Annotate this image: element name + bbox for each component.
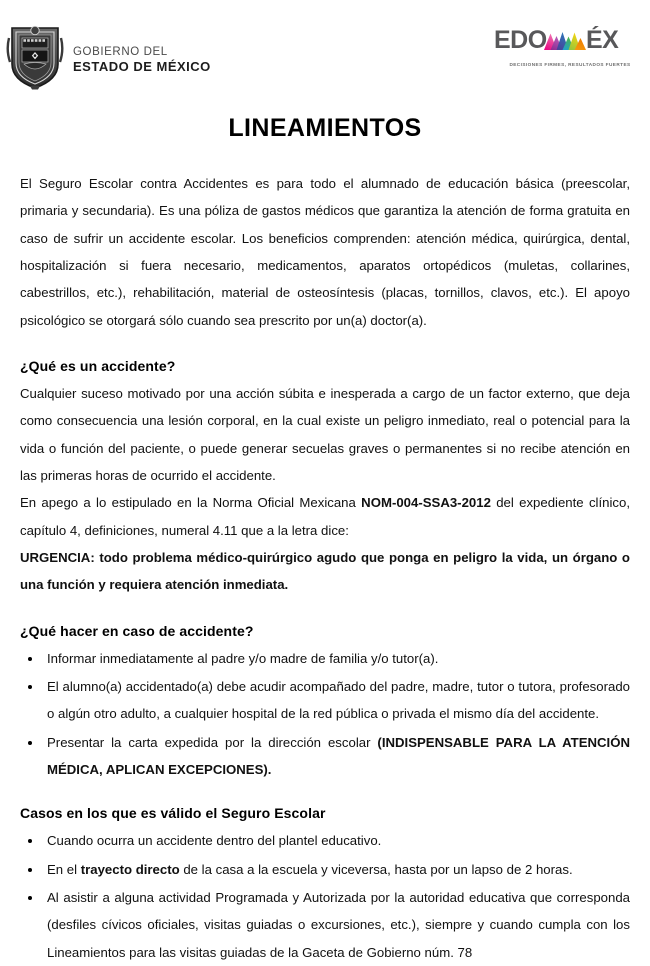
list-item-post: de la casa a la escuela y viceversa, hasta por un lapso de 2 horas.: [179, 861, 573, 877]
list-item-pre: En el: [47, 861, 81, 877]
nom-reference-paragraph: [20, 489, 630, 544]
que-hacer-list: [20, 645, 630, 784]
list-item: [20, 856, 630, 883]
intro-paragraph: El Seguro Escolar contra Accidentes es para todo el alumnado de educación básica (preescolar, primaria y secundaria). Es una póliza de gastos médicos que garantiza la atención de forma gratuita en caso de sufrir un accidente escolar. Los beneficios comprenden: atención médica, quirúrgica, dental, hospitalización si fuera necesario, medicamentos, aparatos ortopédicos (muletas, collarines, cabestrillos, etc.), rehabilitación, material de osteosíntesis (placas, tornillos, clavos, etc.). El apoyo psicológico se otorgará sólo cuando sea prescrito por un(a) doctor(a).: [20, 176, 630, 328]
gov-logo-line1: GOBIERNO DEL: [73, 45, 168, 58]
accidente-definition-paragraph: Cualquier suceso motivado por una acción súbita e inesperada a cargo de un factor externo, que deja como consecuencia una lesión corporal, en la cual existe un peligro inmediato, real o potencial para la vida o función del paciente, o puede generar secuelas graves o permanentes si no recibe atención en las primeras horas de ocurrido el accidente.: [20, 385, 630, 483]
svg-text:ÉX: ÉX: [586, 26, 619, 54]
coat-of-arms-icon: [6, 24, 64, 90]
edomex-logo: [494, 26, 646, 67]
edomex-wordmark-icon: [494, 26, 646, 56]
nom-code: NOM-004-SSA3-2012: [361, 495, 491, 511]
list-item: Cuando ocurra un accidente dentro del plantel educativo.: [20, 827, 630, 854]
list-item: Informar inmediatamente al padre y/o madre de familia y/o tutor(a).: [20, 645, 630, 672]
heading-casos-validos: Casos en los que es válido el Seguro Escolar: [20, 805, 326, 822]
gov-logo-line2: ESTADO DE MÉXICO: [73, 59, 211, 75]
document-header: [0, 0, 650, 92]
document-body: [0, 170, 650, 966]
casos-validos-list: [20, 827, 630, 966]
edomex-tagline: DECISIONES FIRMES, RESULTADOS FUERTES: [509, 62, 631, 67]
page-title: LINEAMIENTOS: [228, 114, 422, 142]
nom-ref-post: del expediente clínico, capítulo 4, definiciones, numeral 4.11 que a la letra dice:: [20, 495, 630, 538]
list-item-emphasis: (INDISPENSABLE PARA LA ATENCIÓN MÉDICA, APLICAN EXCEPCIONES).: [47, 734, 630, 777]
heading-que-hacer: ¿Qué hacer en caso de accidente?: [20, 622, 254, 639]
nom-ref-pre: En apego a lo estipulado en la Norma Oficial Mexicana: [20, 495, 362, 511]
list-item-pre: Presentar la carta expedida por la dirección escolar: [47, 734, 378, 750]
gov-logo-text: [73, 40, 211, 75]
list-item: [20, 729, 630, 784]
list-item: El alumno(a) accidentado(a) debe acudir acompañado del padre, madre, tutor o tutora, profesorado o algún otro adulto, a cualquier hospital de la red pública o privada el mismo día del accidente.: [20, 673, 630, 728]
svg-text:EDO: EDO: [494, 26, 547, 54]
list-item: Al asistir a alguna actividad Programada y Autorizada por la autoridad educativa que corresponda (desfiles cívicos oficiales, visitas guiadas o excursiones, etc.), siempre y cuando cumpla con los Lineamientos para las visitas guiadas de la Gaceta de Gobierno núm. 78: [20, 884, 630, 966]
gobierno-estado-de-mexico-logo: [6, 24, 211, 90]
urgencia-definition: URGENCIA: todo problema médico-quirúrgico agudo que ponga en peligro la vida, un órgano o una función y requiera atención inmediata.: [20, 549, 630, 593]
heading-que-es-un-accidente: ¿Qué es un accidente?: [20, 357, 176, 374]
list-item-emphasis: trayecto directo: [80, 861, 180, 877]
